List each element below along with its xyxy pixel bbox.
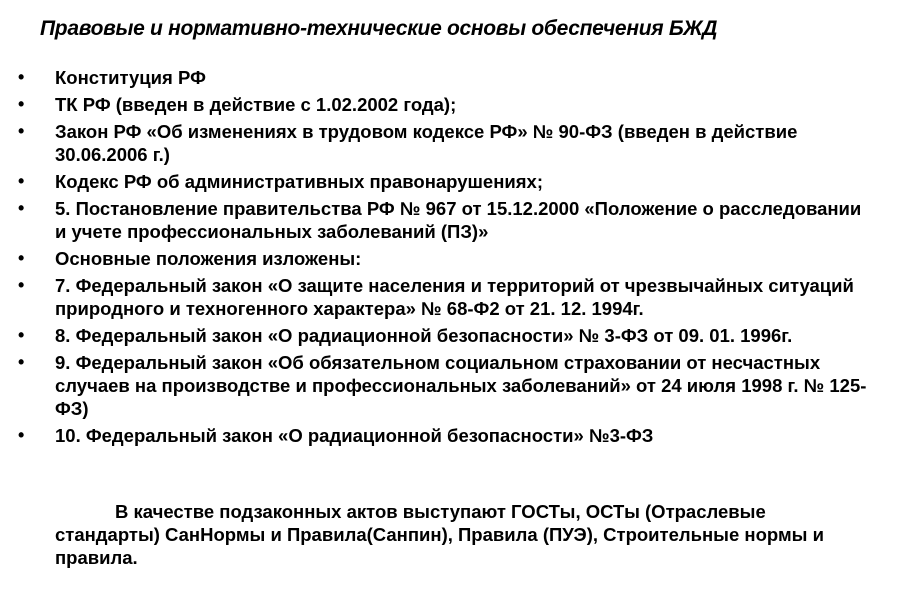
page-title: Правовые и нормативно-технические основы обеспечения БЖД [40, 17, 718, 40]
list-item-text: 7. Федеральный закон «О защите населения и территорий от чрезвычайных ситуаций природного и техногенного характера» № 68-Ф2 от 21. 12. 1994г. [55, 275, 854, 319]
list-item [0, 424, 898, 447]
list-item-text: Закон РФ «Об изменениях в трудовом кодексе РФ» № 90-ФЗ (введен в действие 30.06.2006 г.) [55, 121, 798, 165]
list-item [0, 197, 898, 243]
bullet-icon: • [18, 425, 25, 445]
list-item [0, 66, 898, 89]
bullet-icon: • [18, 275, 25, 295]
list-item [0, 120, 898, 166]
list-item [0, 351, 898, 420]
bullet-icon: • [18, 67, 25, 87]
list-item-text: 8. Федеральный закон «О радиационной безопасности» № 3-ФЗ от 09. 01. 1996г. [55, 325, 793, 346]
bullet-icon: • [18, 171, 25, 191]
list-item [0, 274, 898, 320]
bullet-icon: • [18, 94, 25, 114]
list-item-text: Конституция РФ [55, 67, 206, 88]
bullet-icon: • [18, 352, 25, 372]
list-item-text: 10. Федеральный закон «О радиационной безопасности» №3-ФЗ [55, 425, 654, 446]
bullet-icon: • [18, 198, 25, 218]
list-item [0, 247, 898, 270]
list-item-text: Основные положения изложены: [55, 248, 362, 269]
bullet-icon: • [18, 248, 25, 268]
list-item [0, 324, 898, 347]
bullet-icon: • [18, 121, 25, 141]
list-item-text: ТК РФ (введен в действие с 1.02.2002 года); [55, 94, 457, 115]
list-item-text: 5. Постановление правительства РФ № 967 от 15.12.2000 «Положение о расследовании и учете профессиональных заболеваний (ПЗ)» [55, 198, 862, 242]
list-item [0, 170, 898, 193]
legal-basis-list [0, 66, 898, 451]
list-item-text: 9. Федеральный закон «Об обязательном социальном страховании от несчастных случаев на производстве и профессиональных заболеваний» от 24 июля 1998 г. № 125-ФЗ) [55, 352, 867, 419]
list-item-text: Кодекс РФ об административных правонарушениях; [55, 171, 544, 192]
bullet-icon: • [18, 325, 25, 345]
footer-paragraph: В качестве подзаконных актов выступают ГОСТы, ОСТы (Отраслевые стандарты) СанНормы и Правила(Санпин), Правила (ПУЭ), Строительные нормы и правила. [55, 501, 824, 568]
list-item [0, 93, 898, 116]
